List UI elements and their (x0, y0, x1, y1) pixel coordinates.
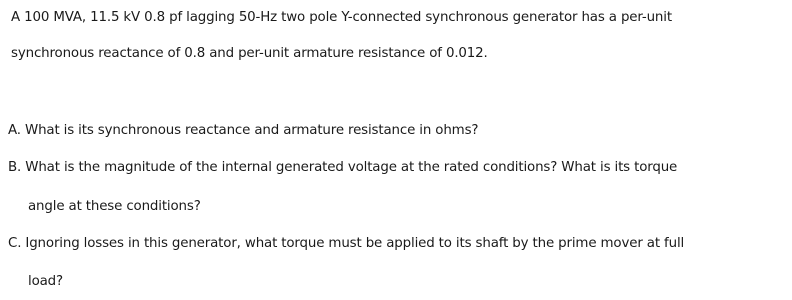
question-a-line-1: A. What is its synchronous reactance and armature resistance in ohms? (8, 123, 479, 138)
question-c-line-2: load? (28, 274, 63, 289)
question-b-line-2: angle at these conditions? (28, 199, 201, 214)
question-b-line-1: B. What is the magnitude of the internal generated voltage at the rated conditions? What is its torque (8, 160, 678, 175)
question-c-line-1: C. Ignoring losses in this generator, what torque must be applied to its shaft by the prime mover at full (8, 236, 685, 251)
intro-line-1: A 100 MVA, 11.5 kV 0.8 pf lagging 50-Hz two pole Y-connected synchronous generator has a per-unit (11, 10, 672, 25)
intro-line-2: synchronous reactance of 0.8 and per-unit armature resistance of 0.012. (11, 46, 488, 61)
